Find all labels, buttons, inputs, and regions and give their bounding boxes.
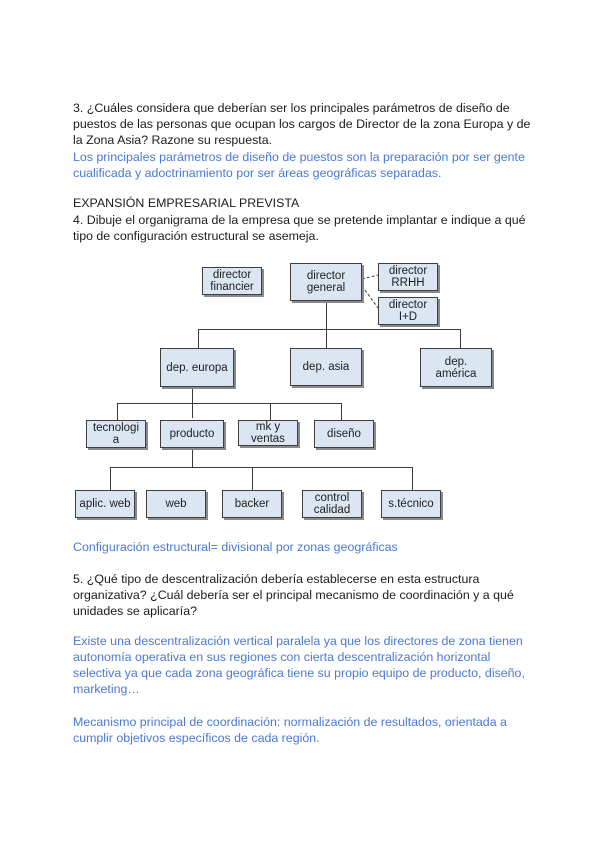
question-3-text: 3. ¿Cuáles considera que deberían ser los principales parámetros de diseño de puestos de las personas que ocupan los cargos de Director de la zona Europa y de la Zona Asia? Razone su respuesta.: [73, 101, 531, 147]
box-tecnologia: tecnologi a: [86, 420, 146, 448]
section-title: EXPANSIÓN EMPRESARIAL PREVISTA: [73, 196, 300, 210]
box-stecnico: s.técnico: [381, 490, 441, 518]
box-mk-ventas: mk y ventas: [238, 420, 298, 446]
box-web: web: [146, 490, 206, 518]
box-dep-asia: dep. asia: [290, 348, 362, 386]
configuracion-estructural: Configuración estructural= divisional por zonas geográficas: [73, 540, 398, 554]
question-3-answer: Los principales parámetros de diseño de puestos son la preparación por ser gente cualificada y adoctrinamiento por ser áreas geográficas separadas.: [73, 150, 525, 180]
box-dep-europa: dep. europa: [160, 348, 234, 387]
question-4-text: 4. Dibuje el organigrama de la empresa que se pretende implantar e indique a qué tipo de configuración estructural se asemeja.: [73, 213, 526, 243]
box-dep-america: dep. américa: [420, 348, 492, 387]
question-5-answer-1: Existe una descentralización vertical paralela ya que los directores de zona tienen autonomía operativa en sus regiones con cierta descentralización horizontal selectiva ya que cada zona geográfica tiene su propio equipo de producto, diseño, marketing…: [73, 634, 525, 696]
box-aplic-web: aplic. web: [75, 490, 135, 518]
box-director-id: director I+D: [378, 297, 438, 325]
box-producto: producto: [160, 420, 224, 448]
question-5-answer-2: Mecanismo principal de coordinación: normalización de resultados, orientada a cumplir objetivos específicos de cada región.: [73, 715, 507, 745]
box-director-financiero: director financier: [202, 267, 262, 295]
question-5-text: 5. ¿Qué tipo de descentralización debería establecerse en esta estructura organizativa? ¿Cuál debería ser el principal mecanismo de coordinación y a qué unidades se aplicaría?: [73, 572, 514, 618]
box-control-calidad: control calidad: [302, 490, 362, 518]
box-director-rrhh: director RRHH: [378, 263, 438, 291]
box-diseno: diseño: [314, 420, 374, 448]
box-director-general: director general: [290, 263, 362, 301]
box-backer: backer: [222, 490, 282, 518]
